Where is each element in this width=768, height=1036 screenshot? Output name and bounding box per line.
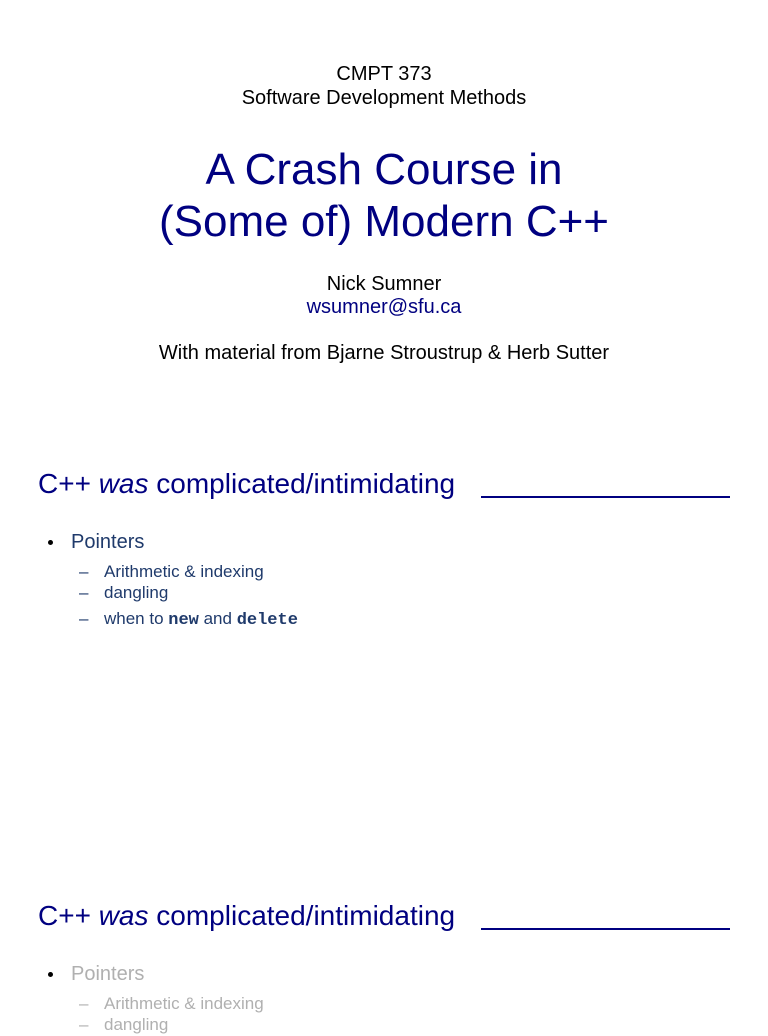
slide-heading bbox=[38, 466, 730, 504]
code-delete: delete bbox=[236, 611, 298, 630]
heading-suffix: complicated/intimidating bbox=[148, 900, 456, 931]
dash-icon: – bbox=[79, 583, 89, 602]
main-title bbox=[0, 144, 768, 248]
dash-icon: – bbox=[79, 1015, 89, 1034]
sub-text-prefix: when to bbox=[104, 609, 169, 628]
sub-text-mid: and bbox=[198, 609, 237, 628]
bullet-dot-icon bbox=[48, 972, 53, 977]
main-title-line-2: (Some of) Modern C++ bbox=[159, 197, 609, 246]
heading-underline bbox=[481, 496, 730, 498]
dash-icon: – bbox=[79, 609, 89, 628]
bullet-dot-icon bbox=[48, 540, 53, 545]
code-new: new bbox=[168, 611, 199, 630]
course-name: Software Development Methods bbox=[241, 87, 527, 109]
title-slide bbox=[0, 0, 768, 420]
bullet-text: Pointers bbox=[71, 963, 145, 985]
sub-item-text: dangling bbox=[104, 1015, 169, 1034]
sub-item-text: Arithmetic & indexing bbox=[104, 994, 264, 1013]
slide-pointers bbox=[0, 432, 768, 852]
sub-item-text bbox=[104, 608, 298, 632]
sub-item-text: Arithmetic & indexing bbox=[104, 562, 264, 581]
dash-icon: – bbox=[79, 994, 89, 1013]
main-title-line-1: A Crash Course in bbox=[205, 145, 563, 194]
course-code: CMPT 373 bbox=[336, 63, 432, 85]
dash-icon: – bbox=[79, 562, 89, 581]
heading-suffix: complicated/intimidating bbox=[148, 468, 456, 499]
credits-text: With material from Bjarne Stroustrup & Herb Sutter bbox=[158, 342, 610, 364]
sub-item-text: dangling bbox=[104, 583, 169, 602]
bullet-text: Pointers bbox=[71, 531, 145, 553]
heading-emphasis: was bbox=[98, 468, 149, 499]
heading-underline bbox=[481, 928, 730, 930]
heading-emphasis: was bbox=[98, 900, 149, 931]
author-email-link[interactable]: wsumner@sfu.ca bbox=[306, 296, 462, 318]
heading-prefix: C++ bbox=[38, 468, 99, 499]
slide-heading bbox=[38, 898, 730, 936]
heading-prefix: C++ bbox=[38, 900, 99, 931]
author-name: Nick Sumner bbox=[326, 273, 442, 295]
slide-pointers-dimmed bbox=[0, 864, 768, 1034]
